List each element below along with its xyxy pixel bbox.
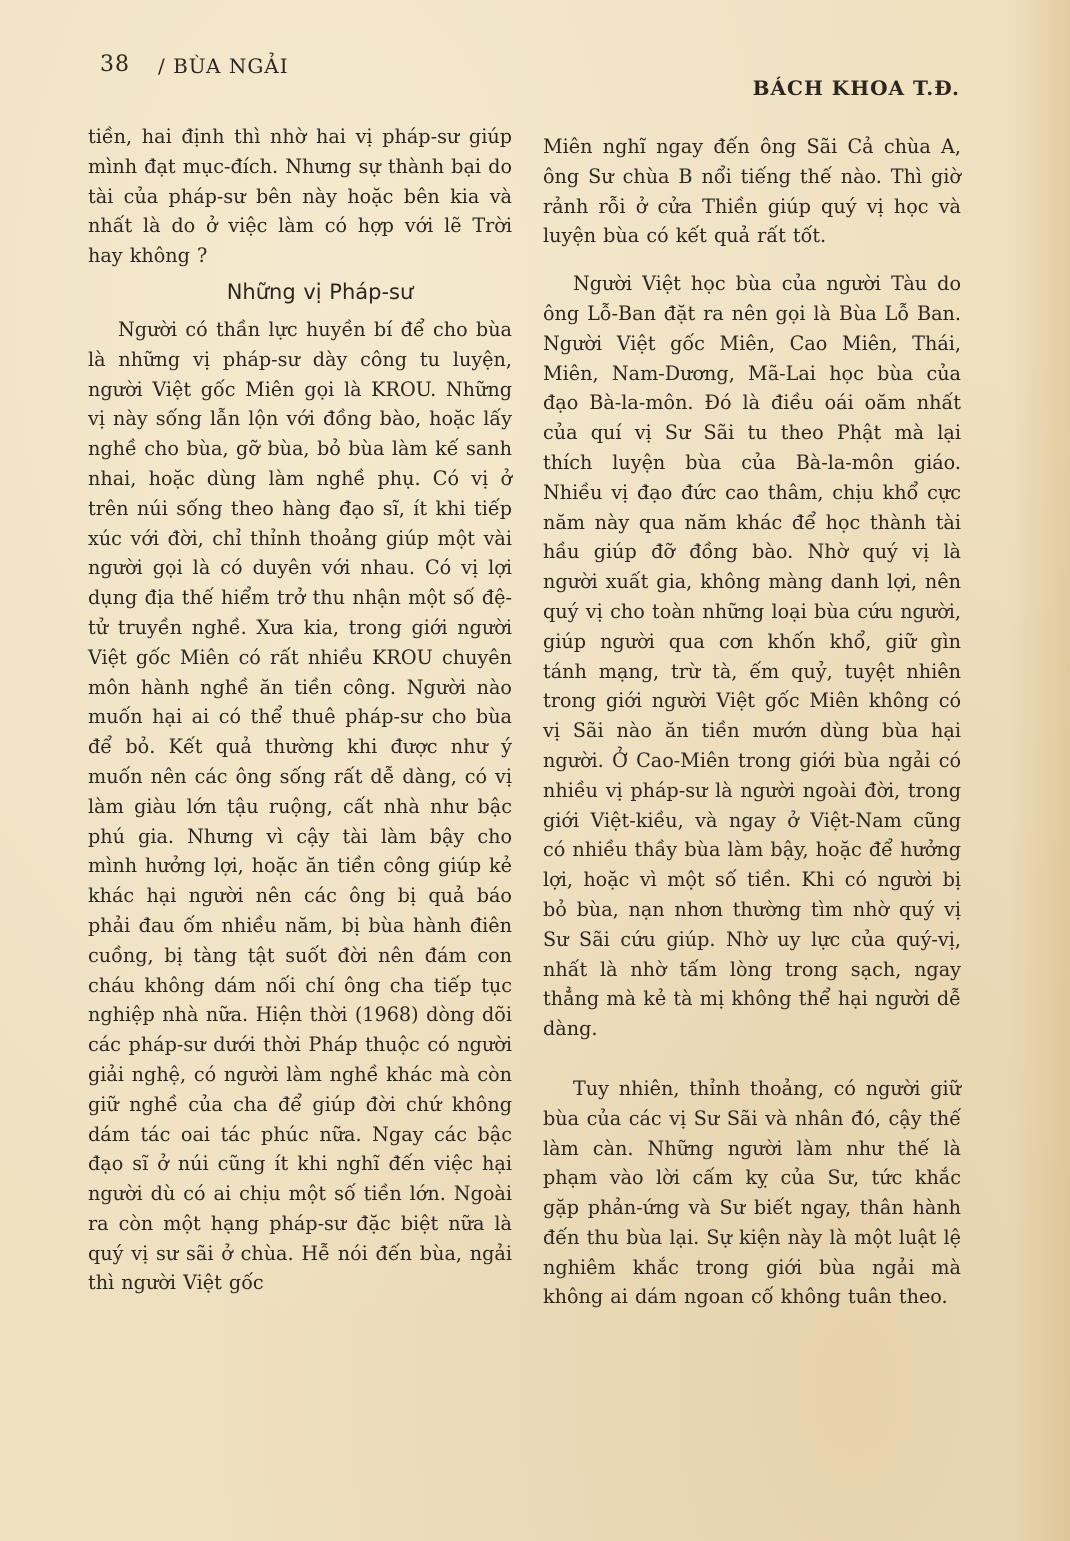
page-number: 38 <box>100 52 130 77</box>
paragraph: tiền, hai định thì nhờ hai vị pháp-sư giúp mình đạt mục-đích. Nhưng sự thành bại do tài của pháp-sư bên này hoặc bên kia và nhất là do ở việc làm có hợp với lẽ Trời hay không ? <box>88 125 512 268</box>
paragraph: Người có thần lực huyền bí để cho bùa là những vị pháp-sư dày công tu luyện, người Việt gốc Miên gọi là KROU. Những vị này sống lẫn lộn với đồng bào, hoặc lấy nghề cho bùa, gỡ bùa, bỏ bùa làm kế sanh nhai, hoặc dùng làm nghề phụ. Có vị ở trên núi sống theo hàng đạo sĩ, ít khi tiếp xúc với đời, chỉ thỉnh thoảng giúp một vài người gọi là có duyên với nhau. Có vị lợi dụng địa thế hiểm trở thu nhận một số đệ-tử truyền nghề. Xưa kia, trong giới người Việt gốc Miên có rất nhiều KROU chuyên môn hành nghề ăn tiền công. Người nào muốn hại ai có thể thuê pháp-sư cho bùa để bỏ. Kết quả thường khi được như ý muốn nên các ông sống rất dễ dàng, có vị làm giàu lớn tậu ruộng, cất nhà như bậc phú gia. Nhưng vì cậy tài làm bậy cho mình hưởng lợi, hoặc ăn tiền công giúp kẻ khác hại người nên các ông bị quả báo phải đau ốm nhiều năm, bị bùa hành điên cuồng, bị tàng tật suốt đời nên đám con cháu không dám nối chí ông cha tiếp tục nghiệp nhà nữa. Hiện thời (1968) dòng dõi các pháp-sư dưới thời Pháp thuộc có người giải nghệ, có người làm nghề khác mà còn giữ nghề của cha để giúp đời chứ không dám tác oai tác phúc nữa. Ngay các bậc đạo sĩ ở núi cũng ít khi nghĩ đến việc hại người dù có ai chịu một số tiền lớn. Ngoài ra còn một hạng pháp-sư đặc biệt nữa là quý vị sư sãi ở chùa. Hễ nói đến bùa, ngải thì người Việt gốc <box>88 317 512 1295</box>
left-column <box>88 122 512 1298</box>
paper-stain <box>1010 0 1070 1541</box>
paragraph: Người Việt học bùa của người Tàu do ông Lỗ-Ban đặt ra nên gọi là Bùa Lỗ Ban. Người Việt gốc Miên, Cao Miên, Thái, Miên, Nam-Dương, Mã-Lai học bùa của đạo Bà-la-môn. Đó là điều oái oăm nhất của quí vị Sư Sãi tu theo Phật mà lại thích luyện bùa của Bà-la-môn giáo. Nhiều vị đạo đức cao thâm, chịu khổ cực năm này qua năm khác để học thành tài hầu giúp đỡ đồng bào. Nhờ quý vị là người xuất gia, không màng danh lợi, nên quý vị cho toàn những loại bùa cứu người, giúp người qua cơn khốn khổ, giữ gìn tánh mạng, trừ tà, ếm quỷ, tuyệt nhiên trong giới người Việt gốc Miên không có vị Sãi nào ăn tiền mướn dùng bùa hại người. Ở Cao-Miên trong giới bùa ngải có nhiều vị pháp-sư là người ngoài đời, trong giới Việt-kiều, và ngay ở Việt-Nam cũng có nhiều thầy bùa làm bậy, hoặc để hưởng lợi, hoặc vì một số tiền. Khi có người bị bỏ bùa, nạn nhơn thường tìm nhờ quý vị Sư Sãi cứu giúp. Nhờ uy lực của quý-vị, nhất là nhờ tấm lòng trong sạch, ngay thẳng mà kẻ tà mị không thể hại người dễ dàng. <box>543 272 961 1041</box>
page-header <box>100 52 970 102</box>
section-heading: Những vị Pháp-sư <box>226 279 414 304</box>
paragraph: Tuy nhiên, thỉnh thoảng, có người giữ bùa của các vị Sư Sãi và nhân đó, cậy thế làm càn. Những người làm như thế là phạm vào lời cấm kỵ của Sư, tức khắc gặp phản-ứng và Sư biết ngay, thân hành đến thu bùa lại. Sự kiện này là một luật lệ nghiêm khắc trong giới bùa ngải mà không ai dám ngoan cố không tuân theo. <box>543 1076 961 1309</box>
paragraph-gap <box>543 1044 961 1074</box>
paragraph: Miên nghĩ ngay đến ông Sãi Cả chùa A, ông Sư chùa B nổi tiếng thế nào. Thì giờ rảnh rỗi ở cửa Thiền giúp quý vị học và luyện bùa có kết quả rất tốt. <box>543 135 961 248</box>
paragraph-gap <box>543 251 961 269</box>
right-column <box>543 132 961 1312</box>
chapter-title: / BÙA NGẢI <box>158 54 289 78</box>
magazine-title: BÁCH KHOA T.Đ. <box>752 76 960 100</box>
